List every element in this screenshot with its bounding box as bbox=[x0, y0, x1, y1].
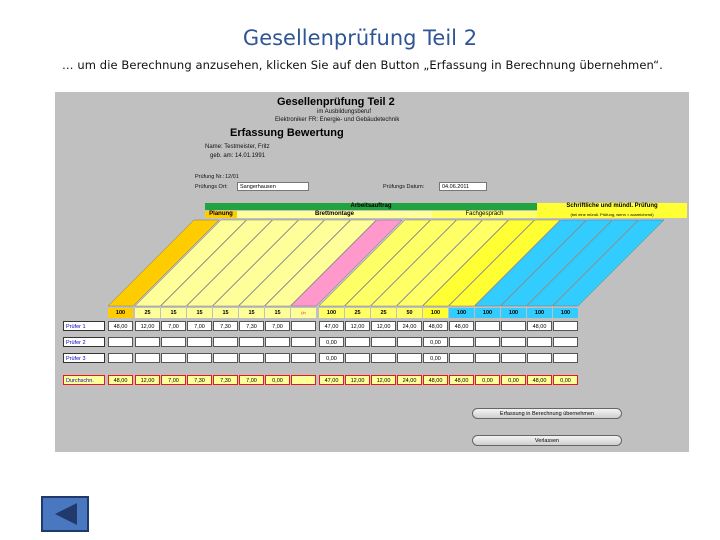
weight-cell: 25 bbox=[371, 308, 396, 318]
back-button[interactable] bbox=[41, 496, 89, 532]
score-cell[interactable] bbox=[108, 337, 133, 347]
weight-cell: 100 bbox=[553, 308, 578, 318]
average-cell: 7,30 bbox=[213, 375, 238, 385]
score-cell[interactable]: 12,00 bbox=[371, 321, 396, 331]
score-grid bbox=[63, 308, 687, 388]
average-cell: 48,00 bbox=[449, 375, 474, 385]
average-cell: 12,00 bbox=[371, 375, 396, 385]
score-cell[interactable] bbox=[501, 337, 526, 347]
score-cell[interactable] bbox=[371, 353, 396, 363]
score-cell[interactable] bbox=[501, 353, 526, 363]
score-cell[interactable] bbox=[553, 353, 578, 363]
average-cell: 7,00 bbox=[239, 375, 264, 385]
bar-brettmontage: Brettmontage bbox=[237, 211, 432, 218]
average-cell: 0,00 bbox=[265, 375, 290, 385]
weight-cell: 50 bbox=[397, 308, 422, 318]
score-cell[interactable]: 0,00 bbox=[319, 353, 344, 363]
score-cell[interactable]: 12,00 bbox=[135, 321, 160, 331]
average-cell: 48,00 bbox=[423, 375, 448, 385]
score-cell[interactable]: 0,00 bbox=[319, 337, 344, 347]
average-cell: 0,00 bbox=[553, 375, 578, 385]
section-title: Erfassung Bewertung bbox=[230, 127, 344, 139]
score-cell[interactable] bbox=[213, 353, 238, 363]
score-cell[interactable]: 0,00 bbox=[423, 337, 448, 347]
average-cell: 12,00 bbox=[345, 375, 370, 385]
bar-fachgespraech: Fachgespräch bbox=[432, 211, 537, 218]
bar-schriftlich: Schriftliche und mündl. Prüfung bbox=[537, 203, 687, 211]
candidate-name: Name: Testmeister, Fritz bbox=[205, 144, 270, 150]
score-cell[interactable]: 48,00 bbox=[527, 321, 552, 331]
triangle-left-icon bbox=[43, 498, 87, 530]
pruefungsdatum-label: Prüfungs Datum: bbox=[383, 184, 425, 190]
average-cell: 0,00 bbox=[501, 375, 526, 385]
score-cell[interactable] bbox=[345, 353, 370, 363]
average-cell: 12,00 bbox=[135, 375, 160, 385]
weight-cell: 100 bbox=[108, 308, 133, 318]
score-cell[interactable] bbox=[475, 321, 500, 331]
form-subtitle-1: im Ausbildungsberuf bbox=[317, 109, 372, 115]
weight-cell: 15 bbox=[187, 308, 212, 318]
score-cell[interactable] bbox=[213, 337, 238, 347]
weight-cell: (in bbox=[291, 308, 316, 318]
pruefung-ort-field[interactable]: Sangerhausen bbox=[237, 182, 309, 191]
score-cell[interactable] bbox=[239, 337, 264, 347]
score-cell[interactable] bbox=[475, 353, 500, 363]
score-cell[interactable] bbox=[161, 353, 186, 363]
average-row-label: Durchschn. bbox=[63, 375, 105, 385]
score-cell[interactable]: 48,00 bbox=[423, 321, 448, 331]
score-cell[interactable]: 48,00 bbox=[449, 321, 474, 331]
weight-cell: 100 bbox=[319, 308, 344, 318]
score-cell[interactable]: 12,00 bbox=[345, 321, 370, 331]
examiner-row-label: Prüfer 1 bbox=[63, 321, 105, 331]
average-cell: 48,00 bbox=[108, 375, 133, 385]
weight-cell: 100 bbox=[527, 308, 552, 318]
score-cell[interactable]: 48,00 bbox=[108, 321, 133, 331]
score-cell[interactable]: 24,00 bbox=[397, 321, 422, 331]
score-cell[interactable] bbox=[371, 337, 396, 347]
weight-cell: 15 bbox=[161, 308, 186, 318]
pruefungsdatum-field[interactable]: 04.06.2011 bbox=[439, 182, 487, 191]
weight-cell: 100 bbox=[423, 308, 448, 318]
average-cell: 48,00 bbox=[527, 375, 552, 385]
form-screenshot bbox=[55, 92, 689, 452]
score-cell[interactable]: 7,00 bbox=[265, 321, 290, 331]
pruefung-nr-label: Prüfung Nr.: bbox=[195, 174, 225, 180]
score-cell[interactable] bbox=[553, 321, 578, 331]
diagonal-column-headers bbox=[55, 92, 689, 452]
score-cell[interactable] bbox=[449, 337, 474, 347]
score-cell[interactable]: 7,00 bbox=[187, 321, 212, 331]
weight-cell: 100 bbox=[475, 308, 500, 318]
weight-cell: 15 bbox=[239, 308, 264, 318]
pruefung-ort-label: Prüfungs Ort: bbox=[195, 184, 228, 190]
average-cell bbox=[291, 375, 316, 385]
score-cell[interactable] bbox=[397, 337, 422, 347]
score-cell[interactable] bbox=[291, 337, 316, 347]
weight-cell: 15 bbox=[213, 308, 238, 318]
score-cell[interactable] bbox=[345, 337, 370, 347]
average-cell: 24,00 bbox=[397, 375, 422, 385]
slide-title: Gesellenprüfung Teil 2 bbox=[242, 26, 478, 50]
score-cell[interactable] bbox=[239, 353, 264, 363]
score-cell[interactable] bbox=[553, 337, 578, 347]
score-cell[interactable]: 7,00 bbox=[161, 321, 186, 331]
average-cell: 7,00 bbox=[161, 375, 186, 385]
score-cell[interactable] bbox=[135, 337, 160, 347]
score-cell[interactable]: 0,00 bbox=[423, 353, 448, 363]
score-cell[interactable]: 7,30 bbox=[239, 321, 264, 331]
score-cell[interactable] bbox=[501, 321, 526, 331]
score-cell[interactable] bbox=[527, 337, 552, 347]
score-cell[interactable] bbox=[475, 337, 500, 347]
bar-schriftlich-sub: (bei eine mündl. Prüfung, wenn < ausreichend) bbox=[537, 211, 687, 218]
score-cell[interactable] bbox=[397, 353, 422, 363]
average-cell: 0,00 bbox=[475, 375, 500, 385]
form-title: Gesellenprüfung Teil 2 bbox=[277, 96, 395, 108]
average-cell: 7,30 bbox=[187, 375, 212, 385]
average-cell: 47,00 bbox=[319, 375, 344, 385]
score-cell[interactable] bbox=[187, 337, 212, 347]
slide-instruction: … um die Berechnung anzusehen, klicken Sie auf den Button „Erfassung in Berechnung übernehmen“. bbox=[62, 58, 663, 72]
erfassung-uebernehmen-button[interactable]: Erfassung in Berechnung übernehmen bbox=[472, 408, 622, 419]
bar-planung: Planung bbox=[205, 211, 237, 218]
score-cell[interactable] bbox=[527, 353, 552, 363]
score-cell[interactable] bbox=[187, 353, 212, 363]
weight-cell: 25 bbox=[345, 308, 370, 318]
score-cell[interactable] bbox=[265, 337, 290, 347]
weight-cell: 15 bbox=[265, 308, 290, 318]
score-cell[interactable] bbox=[265, 353, 290, 363]
score-cell[interactable] bbox=[135, 353, 160, 363]
form-subtitle-2: Elektroniker FR: Energie- und Gebäudetechnik bbox=[275, 117, 400, 123]
candidate-dob: geb. am: 14.01.1991 bbox=[210, 153, 266, 159]
score-cell[interactable] bbox=[161, 337, 186, 347]
score-cell[interactable] bbox=[108, 353, 133, 363]
score-cell[interactable]: 47,00 bbox=[319, 321, 344, 331]
score-cell[interactable]: 7,30 bbox=[213, 321, 238, 331]
bar-arbeitsauftrag: Arbeitsauftrag bbox=[205, 203, 537, 210]
examiner-row-label: Prüfer 2 bbox=[63, 337, 105, 347]
examiner-row-label: Prüfer 3 bbox=[63, 353, 105, 363]
score-cell[interactable] bbox=[291, 321, 316, 331]
verlassen-button[interactable]: Verlassen bbox=[472, 435, 622, 446]
weight-cell: 100 bbox=[449, 308, 474, 318]
score-cell[interactable] bbox=[449, 353, 474, 363]
pruefung-nr-value: 12/01 bbox=[225, 174, 239, 180]
weight-cell: 100 bbox=[501, 308, 526, 318]
weight-cell: 25 bbox=[135, 308, 160, 318]
score-cell[interactable] bbox=[291, 353, 316, 363]
